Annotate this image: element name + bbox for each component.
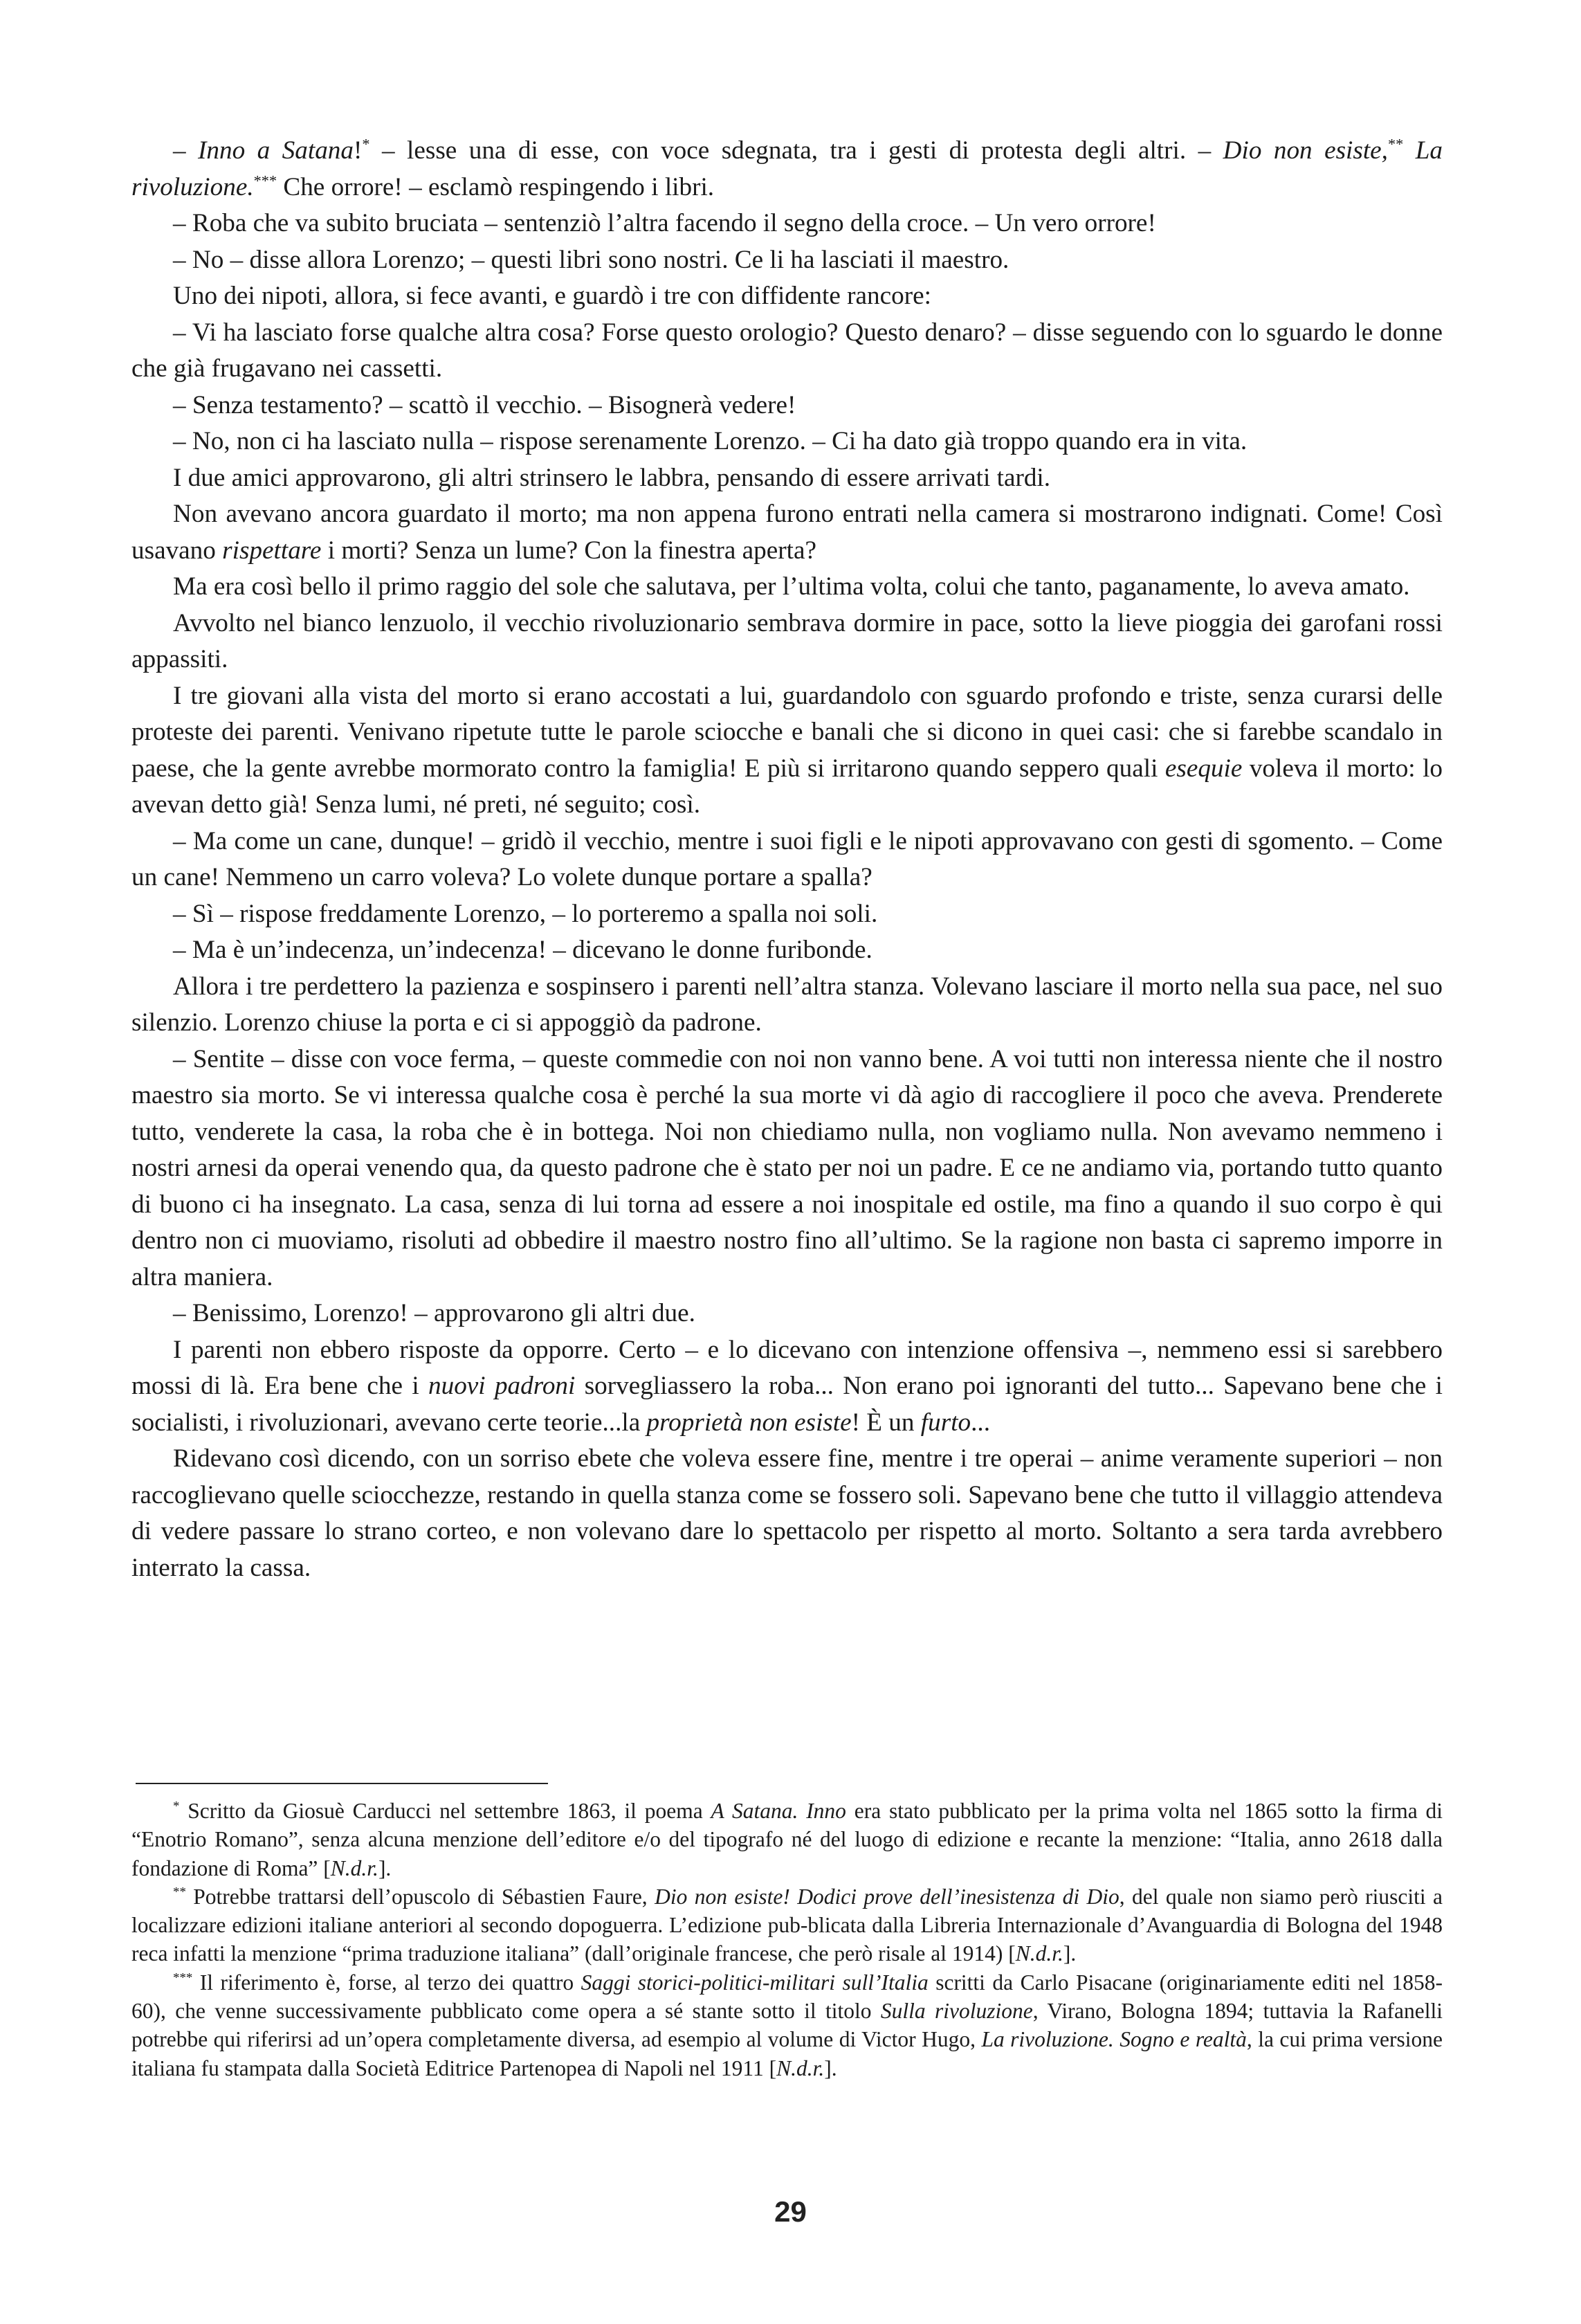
- text-span: – Roba che va subito bruciata – sentenziò l’altra facendo il segno della croce. – Un vero orrore!: [173, 209, 1156, 237]
- footnote-marker: *: [362, 135, 370, 153]
- italic-text: Inno a Satana: [198, 136, 354, 165]
- text-span: – Sì – rispose freddamente Lorenzo, – lo porteremo a spalla noi soli.: [173, 899, 878, 928]
- footnotes: [131, 1797, 1443, 2082]
- paragraph: [131, 969, 1443, 1042]
- text-span: – Ma come un cane, dunque! – gridò il vecchio, mentre i suoi figli e le nipoti approvavano con gesti di sgomento. – Come un cane! Nemmeno un carro voleva? Lo volete dunque portare a spalla?: [131, 826, 1443, 891]
- text-span: ].: [378, 1855, 392, 1880]
- text-span: Potrebbe trattarsi dell’opuscolo di Sébastien Faure,: [185, 1884, 655, 1909]
- text-span: era stato pubblicato per la prima volta nel 1865 sotto la firma di “Enotrio Romano”, senza alcuna menzione dell’editore e/o del tipografo né del luogo di edizione e recante la menzione: “Italia, anno 2618 dalla fondazione di Roma” [: [131, 1799, 1443, 1880]
- footnote-marker: **: [1387, 135, 1404, 153]
- footnote: [131, 1797, 1443, 1882]
- italic-text: furto: [920, 1408, 971, 1437]
- text-span: , del quale non siamo però riusciti a localizzare edizioni italiane anteriori al secondo dopoguerra. L’edizione pub-blicata dalla Libreria Internazionale d’Avanguardia di Bologna del 1948 reca infatti la menzione “prima traduzione italiana” (dall’originale francese, che però risale al 1914) [: [131, 1884, 1443, 1966]
- text-span: – Sentite – disse con voce ferma, – queste commedie con noi non vanno bene. A voi tutti non interessa niente che il nostro maestro sia morto. Se vi interessa qualche cosa è perché la sua morte vi dà agio di raccogliere il poco che aveva. Prenderete tutto, venderete la casa, la roba che è in bottega. Noi non chiediamo nulla, non vogliamo nulla. Non avevamo nemmeno i nostri arnesi da operai venendo qua, da questo padrone che è stato per noi un padre. E ce ne andiamo via, portando tutto quanto di buono ci ha insegnato. La casa, senza di lui torna ad essere a noi inospitale ed ostile, ma fino a quando il suo corpo è qui dentro non ci muoviamo, risoluti ad obbedire il maestro nostro fino all’ultimo. Se la ragione non basta ci sapremo imporre in altra maniera.: [131, 1044, 1443, 1291]
- footnote-marker: *: [173, 1799, 180, 1814]
- italic-text: N.d.r.: [330, 1855, 378, 1880]
- text-span: sorvegliassero la roba... Non erano poi ignoranti del tutto... Sapevano bene che i socialisti, i rivoluzionari, avevano certe teorie...la: [131, 1372, 1443, 1437]
- text-span: – lesse una di esse, con voce sdegnata, tra i gesti di protesta degli altri. –: [369, 136, 1223, 165]
- text-span: i morti? Senza un lume? Con la finestra aperta?: [321, 536, 816, 565]
- paragraph: [131, 606, 1443, 678]
- text-span: – No – disse allora Lorenzo; – questi libri sono nostri. Ce li ha lasciati il maestro.: [173, 245, 1009, 274]
- paragraph: [131, 133, 1443, 206]
- paragraph: [131, 424, 1443, 460]
- text-span: – Benissimo, Lorenzo! – approvarono gli altri due.: [173, 1299, 695, 1327]
- footnote-marker: ***: [173, 1970, 193, 1986]
- italic-text: nuovi padroni: [428, 1372, 576, 1400]
- paragraph: [131, 932, 1443, 969]
- paragraph: [131, 206, 1443, 242]
- paragraph: [131, 1332, 1443, 1442]
- text-span: Ma era così bello il primo raggio del sole che salutava, per l’ultima volta, colui che tanto, paganamente, lo aveva amato.: [173, 572, 1410, 601]
- footnote: [131, 1882, 1443, 1968]
- text-span: scritti da Carlo Pisacane (originariamente editi nel 1858-60), che venne successivamente pubblicato come opera a sé stante sotto il titolo: [131, 1970, 1443, 2024]
- text-span: – Ma è un’indecenza, un’indecenza! – dicevano le donne furibonde.: [173, 936, 872, 964]
- text-span: ].: [824, 2055, 837, 2080]
- italic-text: rispettare: [222, 536, 322, 565]
- paragraph: [131, 1296, 1443, 1332]
- text-span: voleva il morto: lo avevan detto già! Senza lumi, né preti, né seguito; così.: [131, 754, 1443, 819]
- text-span: – Senza testamento? – scattò il vecchio. – Bisognerà vedere!: [173, 390, 796, 419]
- italic-text: esequie: [1164, 754, 1243, 783]
- text-span: Allora i tre perdettero la pazienza e sospinsero i parenti nell’altra stanza. Volevano lasciare il morto nella sua pace, nel suo silenzio. Lorenzo chiuse la porta e ci si appoggiò da padrone.: [131, 972, 1443, 1037]
- text-span: Non avevano ancora guardato il morto; ma non appena furono entrati nella camera si mostrarono indignati. Come! Così usavano: [131, 500, 1443, 565]
- italic-text: N.d.r.: [776, 2055, 825, 2080]
- page-number: 29: [774, 2195, 807, 2228]
- text-span: I tre giovani alla vista del morto si erano accostati a lui, guardandolo con sguardo profondo e triste, senza curarsi delle proteste dei parenti. Venivano ripetute tutte le parole sciocche e banali che si dicono in quei casi: che si farebbe scandalo in paese, che la gente avrebbe mormorato contro la famiglia! E più si irritarono quando seppero quali: [131, 681, 1443, 783]
- paragraph: [131, 678, 1443, 824]
- footnote-marker: **: [173, 1885, 186, 1900]
- italic-text: Inno: [806, 1799, 846, 1823]
- paragraph: [131, 460, 1443, 497]
- paragraph: [131, 242, 1443, 279]
- text-span: I parenti non ebbero risposte da opporre. Certo – e lo dicevano con intenzione offensiva –, nemmeno essi si sarebbero mossi di là. Era bene che i: [131, 1335, 1443, 1400]
- italic-text: A Satana.: [711, 1799, 798, 1823]
- footnote-separator: [136, 1783, 548, 1784]
- text-span: [798, 1799, 806, 1823]
- italic-text: N.d.r.: [1015, 1941, 1063, 1966]
- paragraph: [131, 496, 1443, 569]
- text-span: , la cui prima versione italiana fu stampata dalla Società Editrice Partenopea di Napoli nel 1911 [: [131, 2027, 1443, 2080]
- paragraph: [131, 824, 1443, 896]
- body-text: [131, 133, 1443, 1586]
- text-span: Il riferimento è, forse, al terzo dei quattro: [192, 1970, 581, 1995]
- paragraph: [131, 896, 1443, 933]
- paragraph: [131, 315, 1443, 388]
- text-span: ].: [1063, 1941, 1077, 1966]
- text-span: ! È un: [851, 1408, 921, 1437]
- footnote-marker: ***: [253, 172, 277, 190]
- paragraph: [131, 1441, 1443, 1586]
- text-span: ...: [971, 1408, 991, 1437]
- paragraph: [131, 278, 1443, 315]
- text-span: !: [354, 136, 363, 165]
- text-span: , Virano, Bologna 1894; tuttavia la Rafanelli potrebbe qui riferirsi ad un’opera completamente diversa, ad esempio al volume di Victor Hugo,: [131, 1999, 1443, 2052]
- footnote: [131, 1968, 1443, 2082]
- text-span: Uno dei nipoti, allora, si fece avanti, e guardò i tre con diffidente rancore:: [173, 282, 931, 310]
- text-span: Scritto da Giosuè Carducci nel settembre 1863, il poema: [179, 1799, 711, 1823]
- text-span: I due amici approvarono, gli altri strinsero le labbra, pensando di essere arrivati tardi.: [173, 463, 1051, 492]
- italic-text: Sulla rivoluzione: [880, 1999, 1033, 2024]
- text-span: – No, non ci ha lasciato nulla – rispose serenamente Lorenzo. – Ci ha dato già troppo quando era in vita.: [173, 427, 1248, 455]
- text-span: –: [173, 136, 199, 165]
- paragraph: [131, 388, 1443, 424]
- text-span: [1403, 136, 1415, 165]
- italic-text: Dio non esiste,: [1223, 136, 1388, 165]
- italic-text: proprietà non esiste: [646, 1408, 852, 1437]
- paragraph: [131, 1042, 1443, 1296]
- text-span: – Vi ha lasciato forse qualche altra cosa? Forse questo orologio? Questo denaro? – disse seguendo con lo sguardo le donne che già frugavano nei cassetti.: [131, 318, 1443, 383]
- text-span: Avvolto nel bianco lenzuolo, il vecchio rivoluzionario sembrava dormire in pace, sotto la lieve pioggia dei garofani rossi appassiti.: [131, 608, 1443, 673]
- italic-text: Dio non esiste! Dodici prove dell’inesistenza di Dio: [655, 1884, 1120, 1909]
- text-span: Ridevano così dicendo, con un sorriso ebete che voleva essere fine, mentre i tre operai – anime veramente superiori – non raccoglievano quelle sciocchezze, restando in quella stanza come se fossero soli. Sapevano bene che tutto il villaggio attendeva di vedere passare lo strano corteo, e non volevano dare lo spettacolo per rispetto al morto. Soltanto a sera tarda avrebbero interrato la cassa.: [131, 1444, 1443, 1582]
- text-span: Che orrore! – esclamò respingendo i libri.: [277, 172, 715, 201]
- italic-text: La rivoluzione. Sogno e realtà: [981, 2027, 1247, 2052]
- italic-text: La rivoluzione.: [131, 136, 1443, 201]
- paragraph: [131, 569, 1443, 606]
- italic-text: Saggi storici-politici-militari sull’Italia: [581, 1970, 929, 1995]
